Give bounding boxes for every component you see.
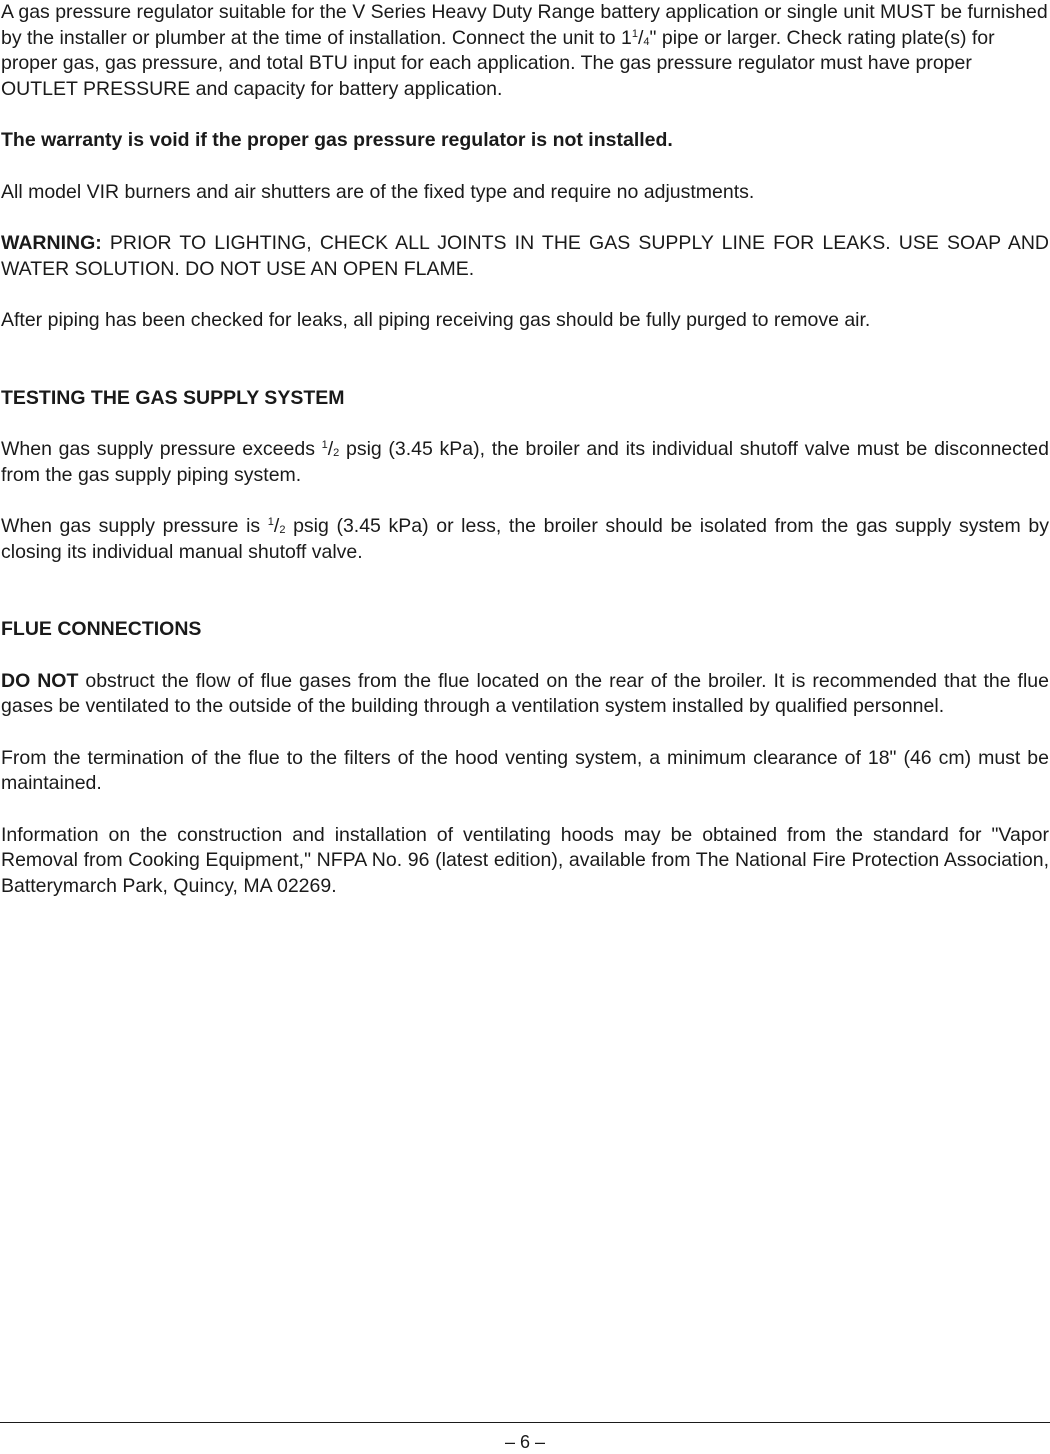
flue-paragraph-3: Information on the construction and installation of ventilating hoods may be obtained from the standard for "Vapor Removal from Cooking Equipment," NFPA No. 96 (latest edition), available from The National Fire Protection Association, Batterymarch Park, Quincy, MA 02269. [1,823,1049,897]
section-heading-flue: FLUE CONNECTIONS [1,618,202,640]
testing-p1-text-part-1: When gas supply pressure exceeds [1,438,322,460]
section-heading-testing: TESTING THE GAS SUPPLY SYSTEM [1,386,345,409]
flue-paragraph-2: From the termination of the flue to the filters of the hood venting system, a minimum clearance of 18" (46 cm) must be maintained. [1,746,1049,794]
testing-paragraph-1 [1,437,1049,488]
flue-p1-text: obstruct the flow of flue gases from the flue located on the rear of the broiler. It is recommended that the flue gases be ventilated to the outside of the building through a ventilation system installed by qualified personnel. [1,669,1049,717]
purge-paragraph: After piping has been checked for leaks, all piping receiving gas should be fully purged to remove air. [1,309,871,331]
fraction-numerator: 1 [631,27,638,40]
fraction-one-quarter [632,27,650,49]
regulator-text-part-2: " pipe or larger. Check rating plate(s) for proper gas, gas pressure, and total BTU input for each application. The gas pressure regulator must have proper OUTLET PRESSURE and capacity for battery application. [1,26,995,100]
flue-paragraph-1 [1,669,1049,720]
page-number: – 6 – [504,1432,546,1452]
fraction-numerator: 1 [267,516,274,528]
testing-p2-text-part-2: psig (3.45 kPa) or less, the broiler should be isolated from the gas supply system by closing its individual manual shutoff valve. [1,515,1049,563]
fraction-slash: / [637,26,644,49]
regulator-paragraph [1,0,1049,102]
do-not-label: DO NOT [1,669,79,692]
page-content [1,0,1049,899]
fraction-denominator: 2 [279,524,286,536]
warranty-notice: The warranty is void if the proper gas pressure regulator is not installed. [1,129,673,151]
fraction-numerator: 1 [321,439,328,451]
warning-text: PRIOR TO LIGHTING, CHECK ALL JOINTS IN THE GAS SUPPLY LINE FOR LEAKS. USE SOAP AND WATER SOLUTION. DO NOT USE AN OPEN FLAME. [1,232,1049,280]
fraction-slash: / [327,438,334,460]
fraction-denominator: 4 [643,35,650,48]
testing-p1-text-part-2: psig (3.45 kPa), the broiler and its individual shutoff valve must be disconnected from the gas supply piping system. [1,438,1049,486]
burners-paragraph: All model VIR burners and air shutters are of the fixed type and require no adjustments. [1,180,755,203]
fraction-one-half [268,515,286,537]
fraction-one-half [322,438,340,460]
regulator-text-part-1: A gas pressure regulator suitable for the V Series Heavy Duty Range battery application or single unit MUST be furnished by the installer or plumber at the time of installation. Connect the unit to 1 [1,1,1048,49]
fraction-denominator: 2 [333,447,340,459]
testing-p2-text-part-1: When gas supply pressure is [1,515,268,537]
footer-divider [0,1422,1050,1423]
warning-label: WARNING: [1,232,102,254]
fraction-slash: / [273,515,280,537]
warning-paragraph [1,231,1049,282]
testing-paragraph-2 [1,514,1049,565]
